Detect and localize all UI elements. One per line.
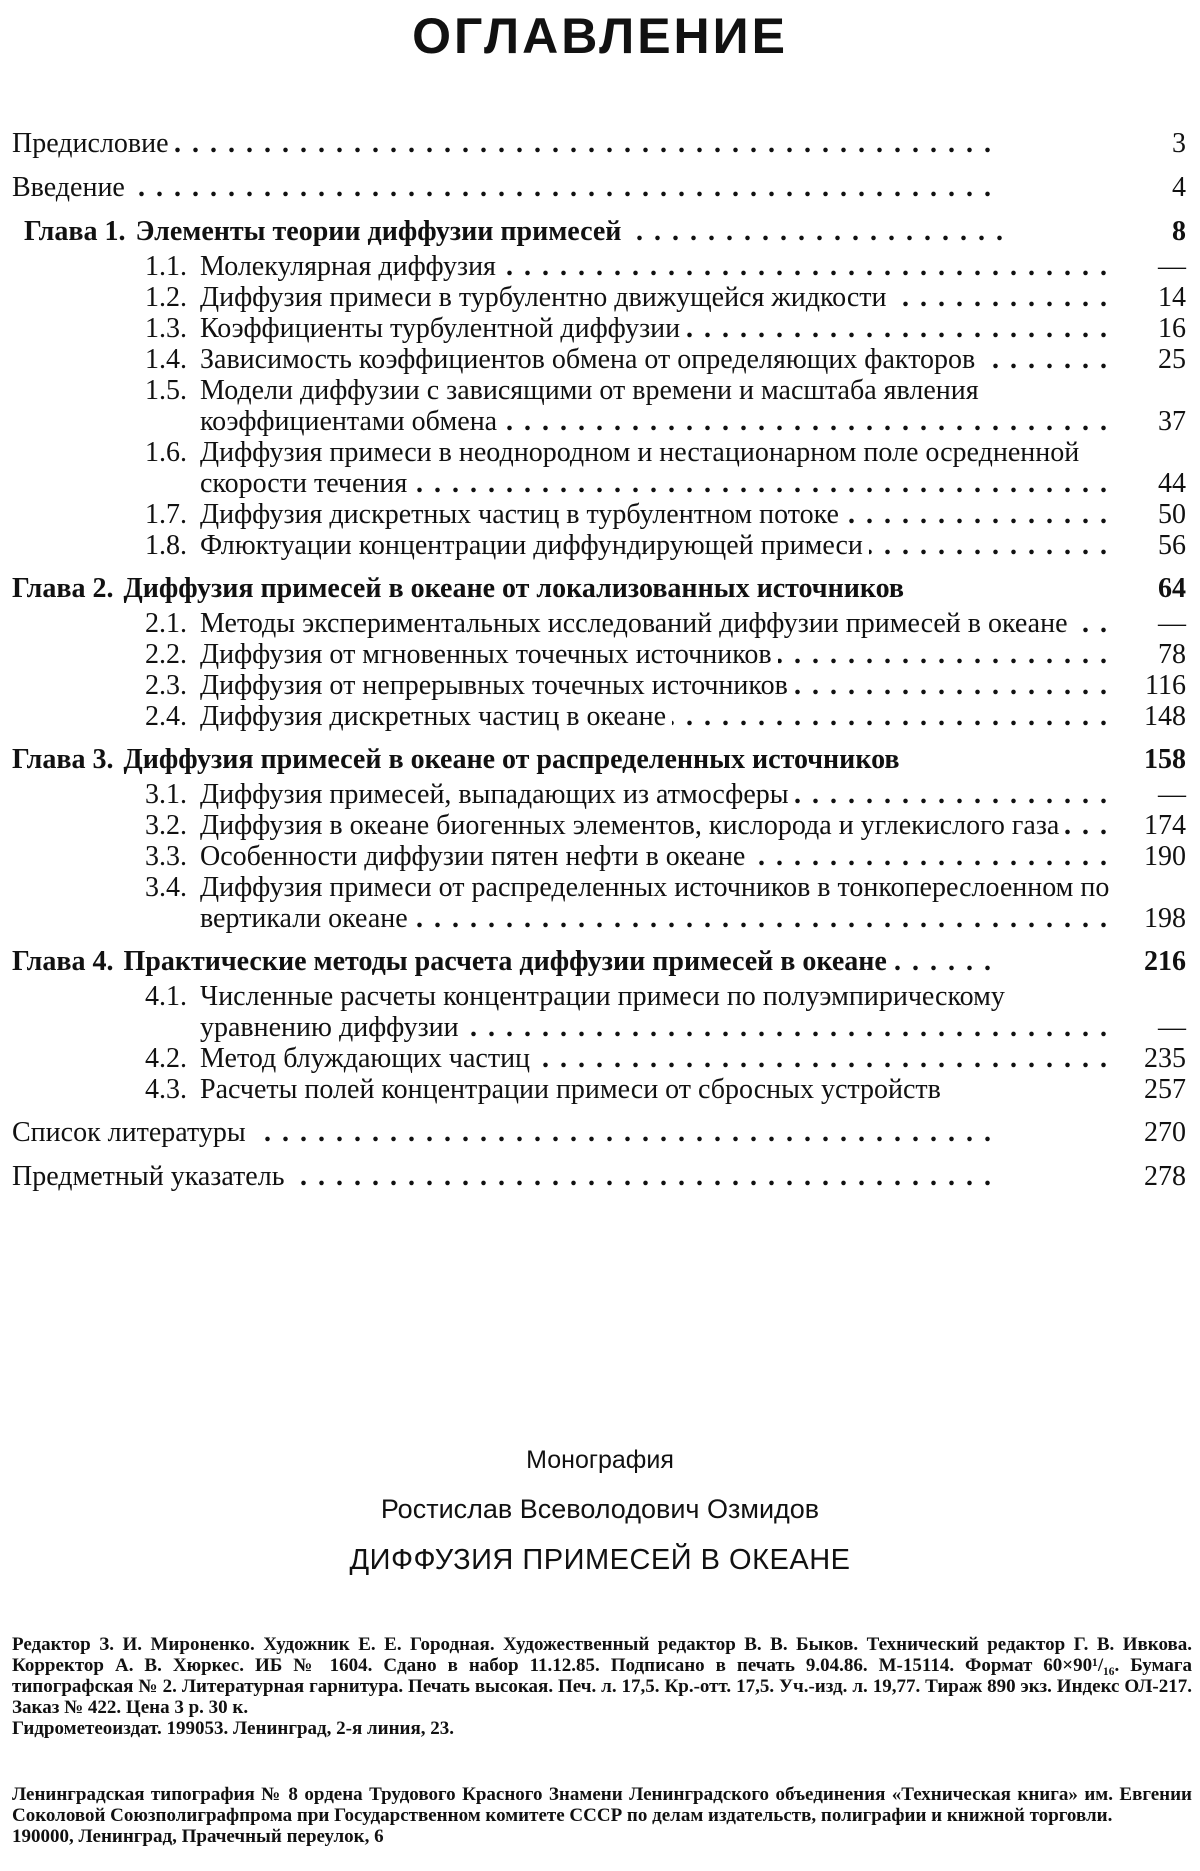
toc-page-number: 257 xyxy=(1144,1074,1186,1105)
toc-section xyxy=(12,530,1194,561)
toc-page-number: 148 xyxy=(1144,701,1186,732)
toc-page-number: 216 xyxy=(1144,946,1186,977)
toc-page-number: 8 xyxy=(1172,216,1186,247)
section-number: 3.2. xyxy=(145,810,187,841)
book-title: ДИФФУЗИЯ ПРИМЕСЕЙ В ОКЕАНЕ xyxy=(349,1544,851,1576)
section-number: 1.5. xyxy=(145,375,187,406)
section-number: 2.1. xyxy=(145,608,187,639)
toc-section xyxy=(12,841,1194,872)
toc-section xyxy=(12,981,1194,1043)
toc-page-number: 16 xyxy=(1158,313,1186,344)
section-number: 1.1. xyxy=(145,251,187,282)
chapter-label: Глава 3. xyxy=(12,744,114,775)
imprint-publisher: Гидрометеоиздат. 199053. Ленинград, 2-я линия, 23. xyxy=(12,1718,455,1739)
section-number: 4.3. xyxy=(145,1074,187,1105)
toc-page-number: 158 xyxy=(1144,744,1186,775)
toc-chapter-3 xyxy=(12,744,1194,775)
imprint-printing-address: 190000, Ленинград, Прачечный переулок, 6 xyxy=(12,1826,384,1847)
toc-page-number: 198 xyxy=(1144,903,1186,934)
toc-page-number: 270 xyxy=(1144,1117,1186,1148)
toc-page-number: 278 xyxy=(1144,1161,1186,1192)
section-number: 2.3. xyxy=(145,670,187,701)
toc-entry-index xyxy=(12,1161,1194,1192)
section-number: 4.1. xyxy=(145,981,187,1012)
section-number: 1.7. xyxy=(145,499,187,530)
section-title: Численные расчеты концентрации примеси по полуэмпирическому уравнению диффузии xyxy=(200,981,1005,1043)
section-number: 1.8. xyxy=(145,530,187,561)
section-number: 1.2. xyxy=(145,282,187,313)
toc-entry-text: Введение xyxy=(12,172,131,203)
section-title: Диффузия примеси от распределенных источников в тонкопереслоенном по вертикали океане xyxy=(200,872,1110,934)
toc-chapter-2 xyxy=(12,573,1194,604)
section-number: 3.4. xyxy=(145,872,187,903)
toc-section xyxy=(12,639,1194,670)
toc-page-number: — xyxy=(1158,1012,1186,1043)
toc-page-number: 4 xyxy=(1172,172,1186,203)
toc-section xyxy=(12,375,1194,437)
section-title: Метод блуждающих частиц xyxy=(200,1043,536,1074)
page-title: ОГЛАВЛЕНИЕ xyxy=(412,8,788,64)
section-title: Диффузия в океане биогенных элементов, кислорода и углекислого газа xyxy=(200,810,1065,841)
toc-section xyxy=(12,344,1194,375)
toc-section xyxy=(12,251,1194,282)
toc-section xyxy=(12,608,1194,639)
section-title: Диффузия от мгновенных точечных источников xyxy=(200,639,778,670)
toc-page-number: — xyxy=(1158,779,1186,810)
section-title: Методы экспериментальных исследований диффузии примесей в океане xyxy=(200,608,1074,639)
section-number: 1.3. xyxy=(145,313,187,344)
toc-section xyxy=(12,779,1194,810)
section-title: Диффузия примеси в неоднородном и нестационарном поле осредненной скорости течения xyxy=(200,437,1080,499)
section-title: Диффузия дискретных частиц в океане xyxy=(200,701,672,732)
toc-page-number: — xyxy=(1158,251,1186,282)
section-number: 2.4. xyxy=(145,701,187,732)
toc-page-number: 50 xyxy=(1158,499,1186,530)
toc-section xyxy=(12,437,1194,499)
toc-page-number: 116 xyxy=(1145,670,1186,701)
chapter-title: Практические методы расчета диффузии примесей в океане xyxy=(123,946,887,977)
toc-entry-references xyxy=(12,1117,1194,1148)
section-number: 3.1. xyxy=(145,779,187,810)
toc-page-number: 37 xyxy=(1158,406,1186,437)
toc-page-number: 56 xyxy=(1158,530,1186,561)
imprint-printing xyxy=(12,1784,1192,1847)
toc-page-number: 3 xyxy=(1172,128,1186,159)
section-title: Диффузия от непрерывных точечных источников xyxy=(200,670,794,701)
toc-page-number: 25 xyxy=(1158,344,1186,375)
section-title: Особенности диффузии пятен нефти в океане xyxy=(200,841,751,872)
chapter-title: Диффузия примесей в океане от локализованных источников xyxy=(123,573,905,604)
section-title: Флюктуации концентрации диффундирующей примеси xyxy=(200,530,869,561)
toc-entry-preface xyxy=(12,128,1194,159)
section-title: Диффузия дискретных частиц в турбулентном потоке xyxy=(200,499,845,530)
chapter-label: Глава 4. xyxy=(12,946,114,977)
toc-chapter-4 xyxy=(12,946,1194,977)
section-title: Диффузия примесей, выпадающих из атмосферы xyxy=(200,779,795,810)
toc-section xyxy=(12,282,1194,313)
section-number: 4.2. xyxy=(145,1043,187,1074)
toc-section xyxy=(12,872,1194,934)
table-of-contents xyxy=(12,128,1194,1205)
chapter-title: Диффузия примесей в океане от распределенных источников xyxy=(123,744,900,775)
toc-chapter-1 xyxy=(24,216,1194,247)
toc-section xyxy=(12,499,1194,530)
toc-section xyxy=(12,1074,1194,1105)
section-title: Диффузия примеси в турбулентно движущейся жидкости xyxy=(200,282,892,313)
toc-page-number: 235 xyxy=(1144,1043,1186,1074)
section-title: Зависимость коэффициентов обмена от определяющих факторов xyxy=(200,344,981,375)
imprint-editorial-text: Редактор З. И. Мироненко. Художник Е. Е. Городная. Художественный редактор В. В. Быков. Технический редактор Г. В. Ивкова. Корректор А. В. Хюркес. ИБ № 1604. Сдано в набор 11.12.85. Подписано в печать 9.04.86. М-15114. Формат 60×90¹/₁₆. Бумага типографская № 2. Литературная гарнитура. Печать высокая. Печ. л. 17,5. Кр.-отт. 17,5. Уч.-изд. л. 19,77. Тираж 890 экз. Индекс ОЛ-217. Заказ № 422. Цена 3 р. 30 к. xyxy=(12,1634,1192,1718)
toc-page-number: 64 xyxy=(1158,573,1186,604)
toc-section xyxy=(12,701,1194,732)
toc-entry-text: Предисловие xyxy=(12,128,175,159)
section-number: 1.6. xyxy=(145,437,187,468)
toc-entry-text: Список литературы xyxy=(12,1117,252,1148)
section-title: Расчеты полей концентрации примеси от сбросных устройств xyxy=(200,1074,947,1105)
toc-section xyxy=(12,313,1194,344)
section-title: Коэффициенты турбулентной диффузии xyxy=(200,313,686,344)
chapter-label: Глава 2. xyxy=(12,573,114,604)
toc-entry-intro xyxy=(12,172,1194,203)
toc-page-number: 190 xyxy=(1144,841,1186,872)
imprint-editorial xyxy=(12,1634,1192,1739)
toc-section xyxy=(12,810,1194,841)
toc-page-number: 174 xyxy=(1144,810,1186,841)
toc-page-number: 78 xyxy=(1158,639,1186,670)
toc-entry-text: Предметный указатель xyxy=(12,1161,290,1192)
section-number: 2.2. xyxy=(145,639,187,670)
section-number: 3.3. xyxy=(145,841,187,872)
book-genre: Монография xyxy=(526,1446,674,1474)
toc-section xyxy=(12,1043,1194,1074)
chapter-label: Глава 1. xyxy=(24,216,126,247)
section-number: 1.4. xyxy=(145,344,187,375)
section-title: Молекулярная диффузия xyxy=(200,251,502,282)
toc-section xyxy=(12,670,1194,701)
toc-page-number: — xyxy=(1158,608,1186,639)
imprint-printing-text: Ленинградская типография № 8 ордена Трудового Красного Знамени Ленинградского объединения «Техническая книга» им. Евгении Соколовой Союзполиграфпрома при Государственном комитете СССР по делам издательств, полиграфии и книжной торговли. xyxy=(12,1784,1192,1826)
book-author: Ростислав Всеволодович Озмидов xyxy=(380,1494,820,1524)
section-title: Модели диффузии с зависящими от времени и масштаба явления коэффициентами обмена xyxy=(200,375,979,437)
colophon xyxy=(0,1445,1200,1577)
toc-page-number: 44 xyxy=(1158,468,1186,499)
toc-page-number: 14 xyxy=(1158,282,1186,313)
chapter-title: Элементы теории диффузии примесей xyxy=(135,216,622,247)
